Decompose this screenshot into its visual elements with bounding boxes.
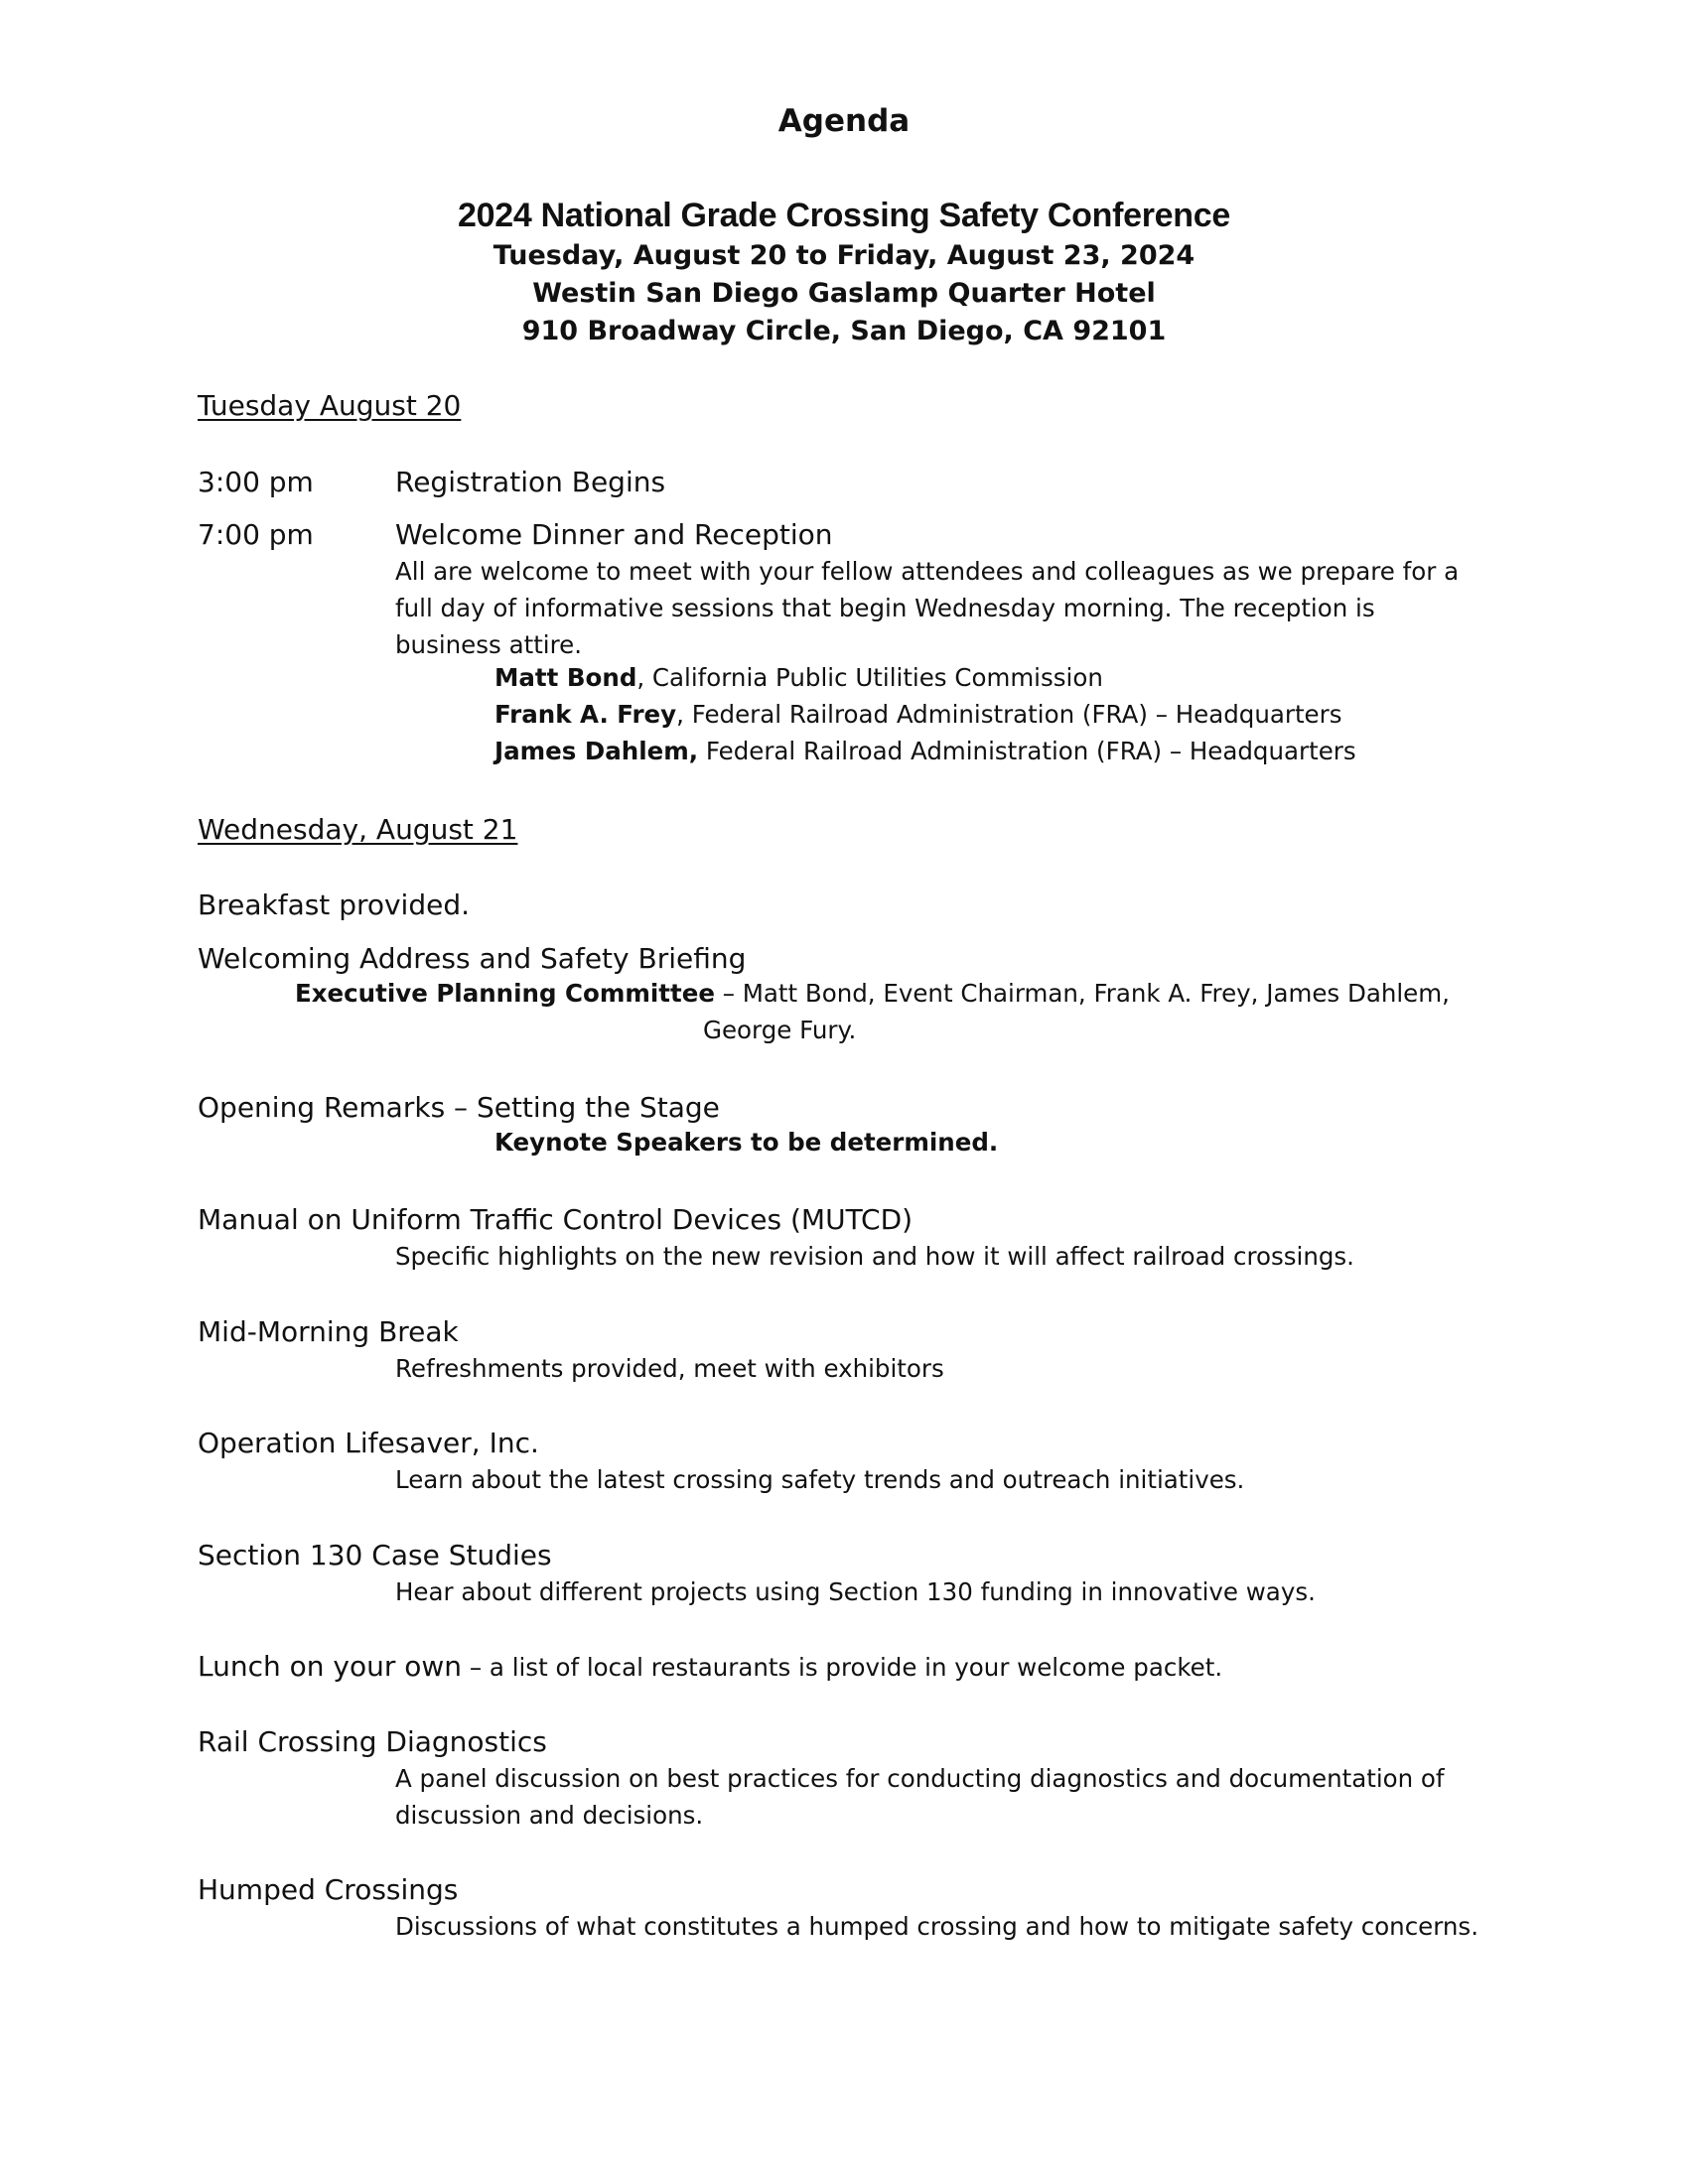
conference-venue: Westin San Diego Gaslamp Quarter Hotel xyxy=(532,278,1156,309)
speaker-name: James Dahlem, xyxy=(494,737,699,765)
committee-members-cont: George Fury. xyxy=(703,1016,857,1044)
speaker-name: Frank A. Frey xyxy=(494,700,677,729)
mutcd-desc: Specific highlights on the new revision and how it will affect railroad crossings. xyxy=(395,1242,1354,1271)
section130-title: Section 130 Case Studies xyxy=(198,1539,552,1571)
dinner-time: 7:00 pm xyxy=(198,518,314,551)
diagnostics-title: Rail Crossing Diagnostics xyxy=(198,1725,547,1758)
dinner-desc-line: All are welcome to meet with your fellow attendees and colleagues as we prepare for a xyxy=(395,557,1460,586)
diagnostics-desc-line: A panel discussion on best practices for conducting diagnostics and documentation of xyxy=(395,1764,1445,1793)
dinner-description xyxy=(395,553,1459,663)
break-title: Mid-Morning Break xyxy=(198,1315,459,1348)
diagnostics-desc-line: discussion and decisions. xyxy=(395,1801,704,1830)
dinner-desc-line: business attire. xyxy=(395,630,582,659)
speaker-name: Matt Bond xyxy=(494,663,637,692)
registration-title: Registration Begins xyxy=(395,466,666,498)
wednesday-heading: Wednesday, August 21 xyxy=(198,813,518,846)
speaker-affiliation: Federal Railroad Administration (FRA) – Headquarters xyxy=(698,737,1356,765)
humped-title: Humped Crossings xyxy=(198,1873,459,1906)
welcoming-title: Welcoming Address and Safety Briefing xyxy=(198,942,747,975)
committee-members: – Matt Bond, Event Chairman, Frank A. Frey, James Dahlem, xyxy=(714,979,1450,1008)
speaker-row xyxy=(494,663,1103,692)
speaker-affiliation: , Federal Railroad Administration (FRA) – Headquarters xyxy=(676,700,1342,729)
committee-label: Executive Planning Committee xyxy=(295,979,715,1008)
conference-dates: Tuesday, August 20 to Friday, August 23, 2024 xyxy=(492,240,1196,271)
ols-title: Operation Lifesaver, Inc. xyxy=(198,1427,539,1459)
speaker-affiliation: , California Public Utilities Commission xyxy=(636,663,1103,692)
lunch-title: Lunch on your own xyxy=(198,1650,463,1683)
humped-desc: Discussions of what constitutes a humped crossing and how to mitigate safety concerns. xyxy=(395,1912,1478,1941)
section130-desc: Hear about different projects using Section 130 funding in innovative ways. xyxy=(395,1577,1316,1606)
mutcd-title: Manual on Uniform Traffic Control Devices (MUTCD) xyxy=(198,1203,914,1236)
break-desc: Refreshments provided, meet with exhibitors xyxy=(395,1354,944,1383)
dinner-title: Welcome Dinner and Reception xyxy=(395,518,833,551)
conference-title: 2024 National Grade Crossing Safety Conference xyxy=(458,197,1230,234)
dinner-desc-line: full day of informative sessions that begin Wednesday morning. The reception is xyxy=(395,594,1375,622)
ols-desc: Learn about the latest crossing safety trends and outreach initiatives. xyxy=(395,1465,1245,1494)
registration-time: 3:00 pm xyxy=(198,466,314,498)
speaker-row xyxy=(494,737,1356,765)
agenda-heading: Agenda xyxy=(777,103,911,139)
keynote-note xyxy=(494,1128,998,1157)
diagnostics-desc xyxy=(395,1760,1445,1834)
lunch-desc: – a list of local restaurants is provide in your welcome packet. xyxy=(462,1653,1223,1682)
speaker-row xyxy=(494,700,1341,729)
keynote-text: Keynote Speakers to be determined. xyxy=(494,1128,999,1157)
lunch-line xyxy=(198,1650,1222,1683)
breakfast-note: Breakfast provided. xyxy=(198,888,471,921)
opening-title: Opening Remarks – Setting the Stage xyxy=(198,1091,720,1124)
tuesday-heading: Tuesday August 20 xyxy=(198,389,462,422)
committee-line xyxy=(295,979,1450,1008)
conference-address: 910 Broadway Circle, San Diego, CA 92101 xyxy=(521,316,1167,346)
